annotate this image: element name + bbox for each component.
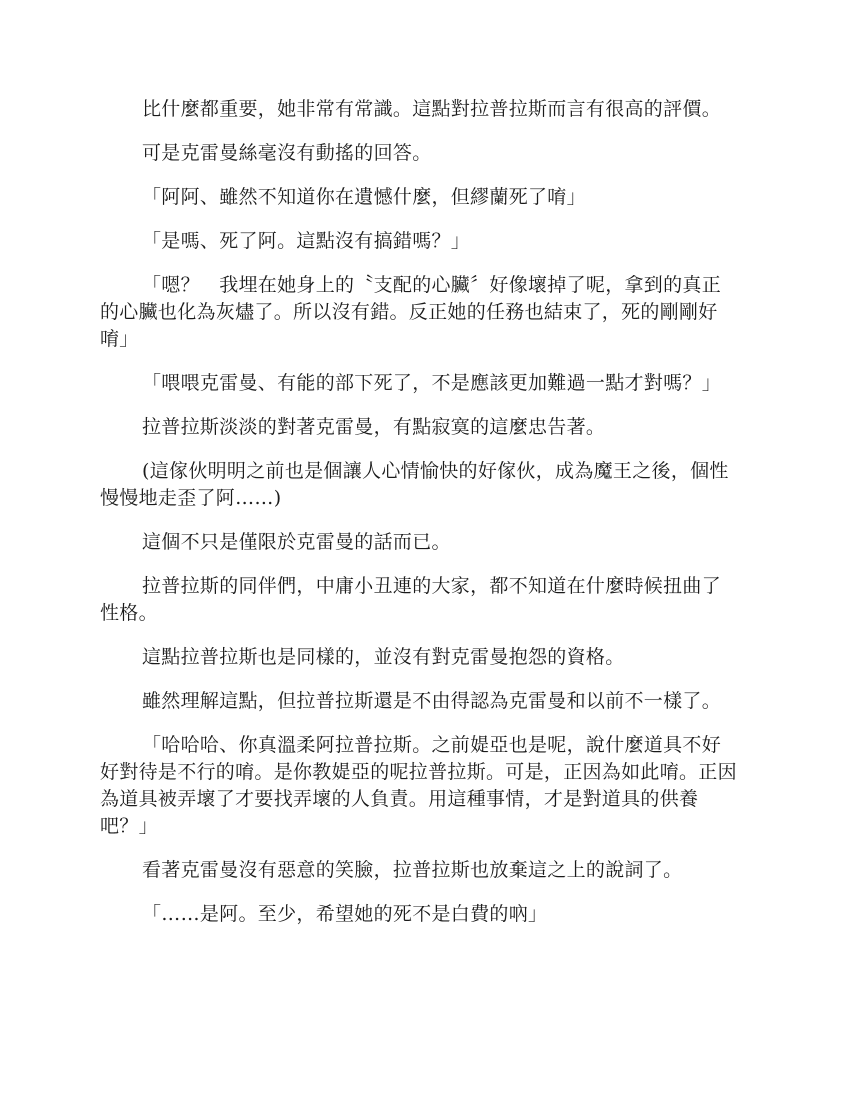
paragraph: 這個不只是僅限於克雷曼的話而已。 <box>142 531 451 553</box>
paragraph: 拉普拉斯的同伴們，中庸小丑連的大家，都不知道在什麼時候扭曲了性格。 <box>100 575 722 624</box>
paragraph: 拉普拉斯淡淡的對著克雷曼，有點寂寞的這麼忠告著。 <box>142 416 606 438</box>
paragraph: 這點拉普拉斯也是同樣的，並沒有對克雷曼抱怨的資格。 <box>142 646 625 668</box>
paragraph: 「……是阿。至少，希望她的死不是白費的吶」 <box>142 903 548 925</box>
paragraph: 雖然理解這點，但拉普拉斯還是不由得認為克雷曼和以前不一樣了。 <box>142 690 722 712</box>
paragraph: 「喂喂克雷曼、有能的部下死了，不是應該更加難過一點才對嗎？」 <box>142 372 722 394</box>
paragraph: (這傢伙明明之前也是個讓人心情愉快的好傢伙，成為魔王之後，個性慢慢地走歪了阿……) <box>100 460 729 509</box>
paragraph: 「是嗎、死了阿。這點沒有搞錯嗎？」 <box>142 230 471 252</box>
paragraph: 「嗯？ 我埋在她身上的〝支配的心臟〞好像壞掉了呢，拿到的真正的心臟也化為灰燼了。所以沒有錯。反正她的任務也結束了，死的剛剛好唷」 <box>100 274 722 350</box>
paragraph: 可是克雷曼絲毫沒有動搖的回答。 <box>142 142 432 164</box>
paragraph: 比什麼都重要，她非常有常識。這點對拉普拉斯而言有很高的評價。 <box>142 98 722 120</box>
document-page <box>100 96 740 945</box>
paragraph: 「哈哈哈、你真溫柔阿拉普拉斯。之前媞亞也是呢，說什麼道具不好好對待是不行的唷。是你教媞亞的呢拉普拉斯。可是，正因為如此唷。正因為道具被弄壞了才要找弄壞的人負責。用這種事情，才是對道具的供養吧？」 <box>100 734 737 837</box>
paragraph: 看著克雷曼沒有惡意的笑臉，拉普拉斯也放棄這之上的說詞了。 <box>142 859 683 881</box>
paragraph: 「阿阿、雖然不知道你在遺憾什麼，但繆蘭死了唷」 <box>142 186 586 208</box>
